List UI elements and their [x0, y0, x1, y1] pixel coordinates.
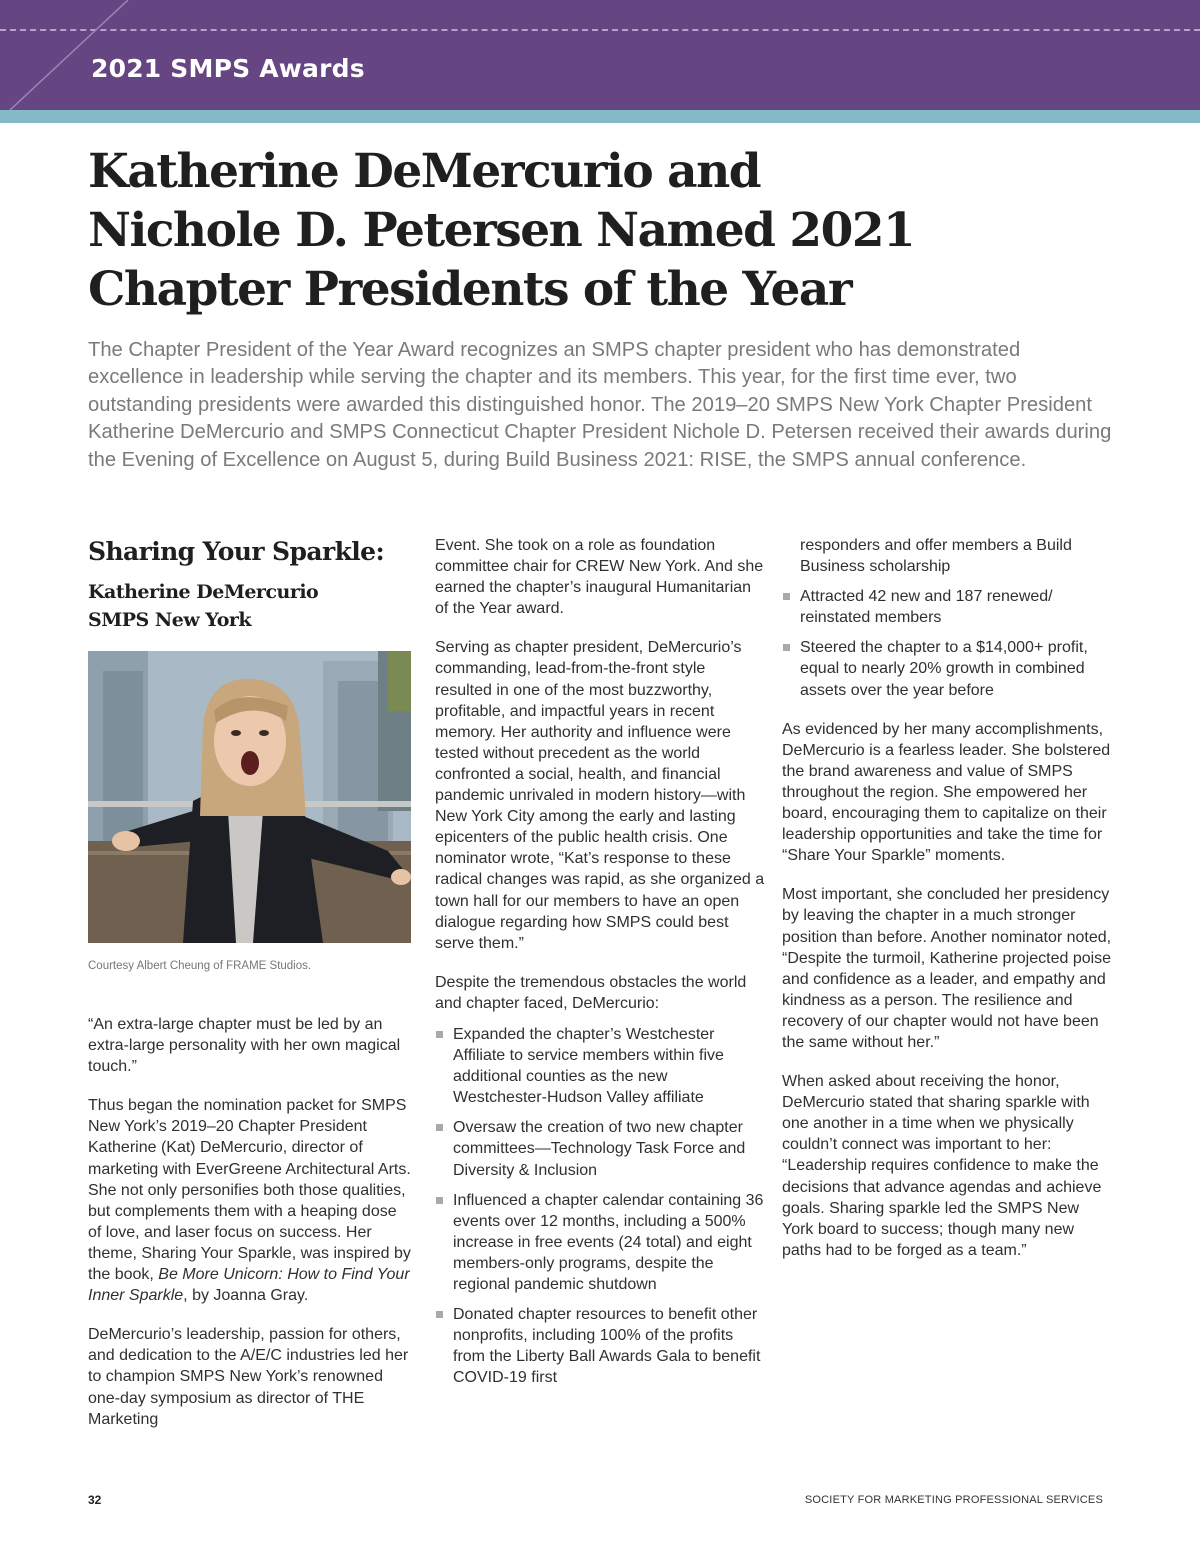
accent-stripe [0, 110, 1200, 123]
body-paragraph: When asked about receiving the honor, DeMercurio stated that sharing sparkle with one another in a time when we physically couldn’t connect was important to her: “Leadership requires confidence to make the decisions that advance agendas and achieve goals. Sharing sparkle led the SMPS New York board to success; though many new paths had to be forged as a team.” [782, 1073, 1102, 1259]
section-subtitle [88, 578, 413, 634]
book-title: Be More Unicorn: How to Find Your Inner Sparkle [88, 1266, 410, 1305]
section-title: Sharing Your Sparkle: [88, 537, 385, 566]
list-item: Expanded the chapter’s Westchester Affiliate to service members within five additional counties as the new Westchester-Hudson Valley affiliate [435, 1024, 765, 1108]
list-item: Donated chapter resources to benefit other nonprofits, including 100% of the profits from the Liberty Ball Awards Gala to benefit COVID-19 first [435, 1304, 765, 1388]
body-paragraph: “An extra-large chapter must be led by an extra-large personality with her own magical touch.” [88, 1016, 401, 1076]
intro-paragraph: The Chapter President of the Year Award recognizes an SMPS chapter president who has demonstrated excellence in leadership while serving the chapter and its members. This year, for the first time ever, two outstanding presidents were awarded this distinguished honor. The 2019–20 SMPS New York Chapter President Katherine DeMercurio and SMPS Connecticut Chapter President Nichole D. Petersen received their awards during the Evening of Excellence on August 5, during Build Business 2021: RISE, the SMPS annual conference. [88, 339, 1112, 471]
header-banner [0, 0, 1200, 110]
body-text: , by Joanna Gray. [183, 1287, 309, 1305]
body-paragraph: Event. She took on a role as foundation committee chair for CREW New York. And she earned the chapter’s inaugural Humanitarian of the Year award. [435, 537, 764, 618]
accomplishment-list [435, 1024, 765, 1389]
page-number: 32 [88, 1493, 102, 1507]
list-item: Influenced a chapter calendar containing 36 events over 12 months, including a 500% increase in free events (24 total) and eight members-only programs, despite the regional pandemic shutdown [435, 1190, 765, 1295]
body-text: Thus began the nomination packet for SMPS New York’s 2019–20 Chapter President Katherine (Kat) DeMercurio, director of marketing with EverGreene Architectural Arts. She not only personifies both those qualities, but complements them with a heaping dose of love, and laser focus on success. Her theme, Sharing Your Sparkle, was inspired by the book, [88, 1097, 411, 1284]
body-paragraph: DeMercurio’s leadership, passion for others, and dedication to the A/E/C industries led her to champion SMPS New York’s renowned one-day symposium as director of THE Marketing [88, 1326, 409, 1428]
column-3 [782, 535, 1112, 1279]
list-item-continued: responders and offer members a Build Business scholarship [800, 537, 1072, 576]
column-2 [435, 535, 765, 1406]
honoree-name: Katherine DeMercurio [88, 581, 319, 603]
photo-caption: Courtesy Albert Cheung of FRAME Studios. [88, 960, 312, 972]
body-paragraph: Despite the tremendous obstacles the world and chapter faced, DeMercurio: [435, 973, 747, 1012]
honoree-chapter: SMPS New York [88, 609, 252, 631]
article-headline [88, 142, 1088, 319]
body-paragraph: Serving as chapter president, DeMercurio’s commanding, lead-from-the-front style resulted in one of the most buzzworthy, profitable, and impactful years in recent memory. Her authority and influence were tested without precedent as the world confronted a social, health, and financial pandemic unrivaled in modern history—with New York City among the early and lasting epicenters of the public health crisis. One nominator wrote, “Kat’s response to these radical changes was rapid, as she organized a town hall for our members to have an open dialogue regarding how SMPS could best serve them.” [435, 639, 765, 952]
list-item: Oversaw the creation of two new chapter committees—Technology Task Force and Diversity & Inclusion [435, 1117, 765, 1180]
portrait-illustration [88, 651, 411, 943]
body-paragraph: Most important, she concluded her presidency by leaving the chapter in a much stronger position than before. Another nominator noted, “Despite the turmoil, Katherine projected poise and confidence as a leader, and empathy and kindness as a person. The resilience and recovery of our chapter would not have been the same without her.” [782, 886, 1112, 1051]
headline-line: Chapter Presidents of the Year [88, 262, 852, 317]
column-1 [88, 535, 413, 1448]
accomplishment-list-continued [782, 535, 1112, 701]
list-item: Attracted 42 new and 187 renewed/ reinstated members [782, 586, 1112, 628]
headline-line: Nichole D. Petersen Named 2021 [88, 203, 915, 258]
honoree-photo [88, 651, 411, 943]
footer-organization: SOCIETY FOR MARKETING PROFESSIONAL SERVICES [804, 1494, 1103, 1506]
list-item: Steered the chapter to a $14,000+ profit, equal to nearly 20% growth in combined assets over the year before [782, 637, 1112, 700]
headline-line: Katherine DeMercurio and [88, 144, 761, 199]
body-paragraph: As evidenced by her many accomplishments, DeMercurio is a fearless leader. She bolstered the brand awareness and value of SMPS throughout the region. She empowered her board, encouraging them to capitalize on their leadership opportunities and take the time for “Share Your Sparkle” moments. [782, 720, 1111, 865]
section-kicker: 2021 SMPS Awards [91, 54, 365, 83]
body-paragraph [88, 1095, 413, 1306]
